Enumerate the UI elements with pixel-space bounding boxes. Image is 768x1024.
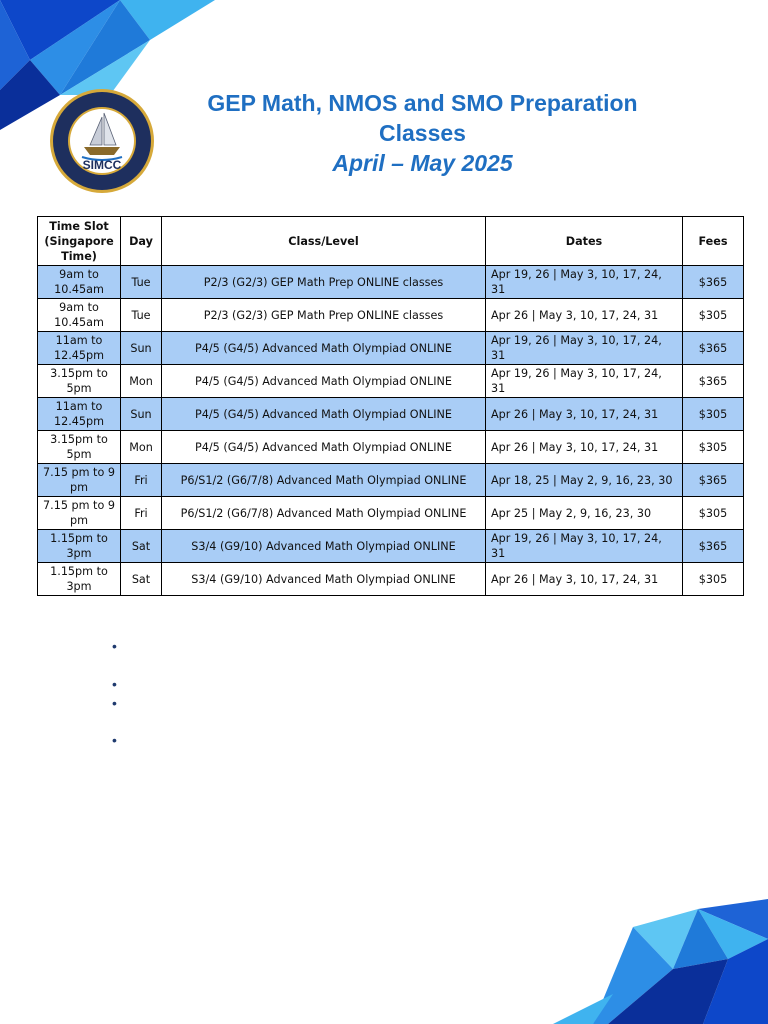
cell-time-slot: 11am to 12.45pm	[38, 398, 121, 431]
cell-day: Tue	[121, 299, 162, 332]
cell-day: Mon	[121, 431, 162, 464]
cell-class-level: P4/5 (G4/5) Advanced Math Olympiad ONLINE	[162, 431, 486, 464]
cell-day: Fri	[121, 464, 162, 497]
cell-day: Sun	[121, 398, 162, 431]
cell-dates: Apr 18, 25 | May 2, 9, 16, 23, 30	[486, 464, 683, 497]
cell-day: Sat	[121, 530, 162, 563]
cell-class-level: S3/4 (G9/10) Advanced Math Olympiad ONLINE	[162, 563, 486, 596]
header-fees: Fees	[683, 217, 744, 266]
table-row	[38, 497, 744, 530]
cell-class-level: P6/S1/2 (G6/7/8) Advanced Math Olympiad ONLINE	[162, 464, 486, 497]
table-row	[38, 266, 744, 299]
cell-time-slot: 11am to 12.45pm	[38, 332, 121, 365]
schedule-table	[37, 216, 744, 596]
cell-day: Mon	[121, 365, 162, 398]
cell-day: Sat	[121, 563, 162, 596]
bullet-point: •	[112, 638, 117, 654]
header-day: Day	[121, 217, 162, 266]
cell-class-level: P4/5 (G4/5) Advanced Math Olympiad ONLINE	[162, 332, 486, 365]
bullet-point: •	[112, 676, 117, 692]
cell-fee: $305	[683, 497, 744, 530]
bullet-point: •	[112, 732, 117, 748]
cell-dates: Apr 25 | May 2, 9, 16, 23, 30	[486, 497, 683, 530]
cell-fee: $365	[683, 464, 744, 497]
cell-dates: Apr 19, 26 | May 3, 10, 17, 24, 31	[486, 332, 683, 365]
cell-time-slot: 3.15pm to 5pm	[38, 365, 121, 398]
cell-dates: Apr 19, 26 | May 3, 10, 17, 24, 31	[486, 530, 683, 563]
header-dates: Dates	[486, 217, 683, 266]
cell-fee: $305	[683, 299, 744, 332]
cell-time-slot: 7.15 pm to 9 pm	[38, 497, 121, 530]
cell-day: Tue	[121, 266, 162, 299]
cell-day: Sun	[121, 332, 162, 365]
table-header-row	[38, 217, 744, 266]
cell-fee: $365	[683, 266, 744, 299]
simcc-logo	[44, 87, 160, 195]
cell-dates: Apr 19, 26 | May 3, 10, 17, 24, 31	[486, 266, 683, 299]
header-class-level: Class/Level	[162, 217, 486, 266]
table-row	[38, 431, 744, 464]
cell-class-level: S3/4 (G9/10) Advanced Math Olympiad ONLINE	[162, 530, 486, 563]
cell-class-level: P4/5 (G4/5) Advanced Math Olympiad ONLINE	[162, 398, 486, 431]
cell-fee: $365	[683, 332, 744, 365]
table-body	[38, 266, 744, 596]
cell-class-level: P4/5 (G4/5) Advanced Math Olympiad ONLINE	[162, 365, 486, 398]
title-subtitle: April – May 2025	[332, 150, 513, 176]
cell-time-slot: 7.15 pm to 9 pm	[38, 464, 121, 497]
cell-time-slot: 1.15pm to 3pm	[38, 530, 121, 563]
table-row	[38, 398, 744, 431]
header-time-slot: Time Slot (Singapore Time)	[38, 217, 121, 266]
table-row	[38, 299, 744, 332]
cell-time-slot: 9am to 10.45am	[38, 299, 121, 332]
title-line-2: Classes	[379, 120, 466, 146]
cell-fee: $365	[683, 530, 744, 563]
page-title-block	[160, 88, 685, 178]
cell-day: Fri	[121, 497, 162, 530]
cell-dates: Apr 26 | May 3, 10, 17, 24, 31	[486, 299, 683, 332]
cell-dates: Apr 26 | May 3, 10, 17, 24, 31	[486, 563, 683, 596]
cell-time-slot: 3.15pm to 5pm	[38, 431, 121, 464]
logo-abbr: SIMCC	[82, 158, 122, 172]
cell-class-level: P2/3 (G2/3) GEP Math Prep ONLINE classes	[162, 266, 486, 299]
bottom-right-triangle-decoration	[553, 899, 768, 1024]
title-line-1: GEP Math, NMOS and SMO Preparation	[207, 90, 638, 116]
cell-class-level: P2/3 (G2/3) GEP Math Prep ONLINE classes	[162, 299, 486, 332]
table-row	[38, 563, 744, 596]
table-row	[38, 530, 744, 563]
cell-fee: $305	[683, 398, 744, 431]
cell-dates: Apr 26 | May 3, 10, 17, 24, 31	[486, 431, 683, 464]
table-row	[38, 332, 744, 365]
cell-dates: Apr 26 | May 3, 10, 17, 24, 31	[486, 398, 683, 431]
bullet-point: •	[112, 695, 117, 711]
table-row	[38, 365, 744, 398]
cell-dates: Apr 19, 26 | May 3, 10, 17, 24, 31	[486, 365, 683, 398]
cell-class-level: P6/S1/2 (G6/7/8) Advanced Math Olympiad ONLINE	[162, 497, 486, 530]
cell-time-slot: 1.15pm to 3pm	[38, 563, 121, 596]
cell-fee: $365	[683, 365, 744, 398]
table-row	[38, 464, 744, 497]
cell-fee: $305	[683, 431, 744, 464]
cell-fee: $305	[683, 563, 744, 596]
cell-time-slot: 9am to 10.45am	[38, 266, 121, 299]
